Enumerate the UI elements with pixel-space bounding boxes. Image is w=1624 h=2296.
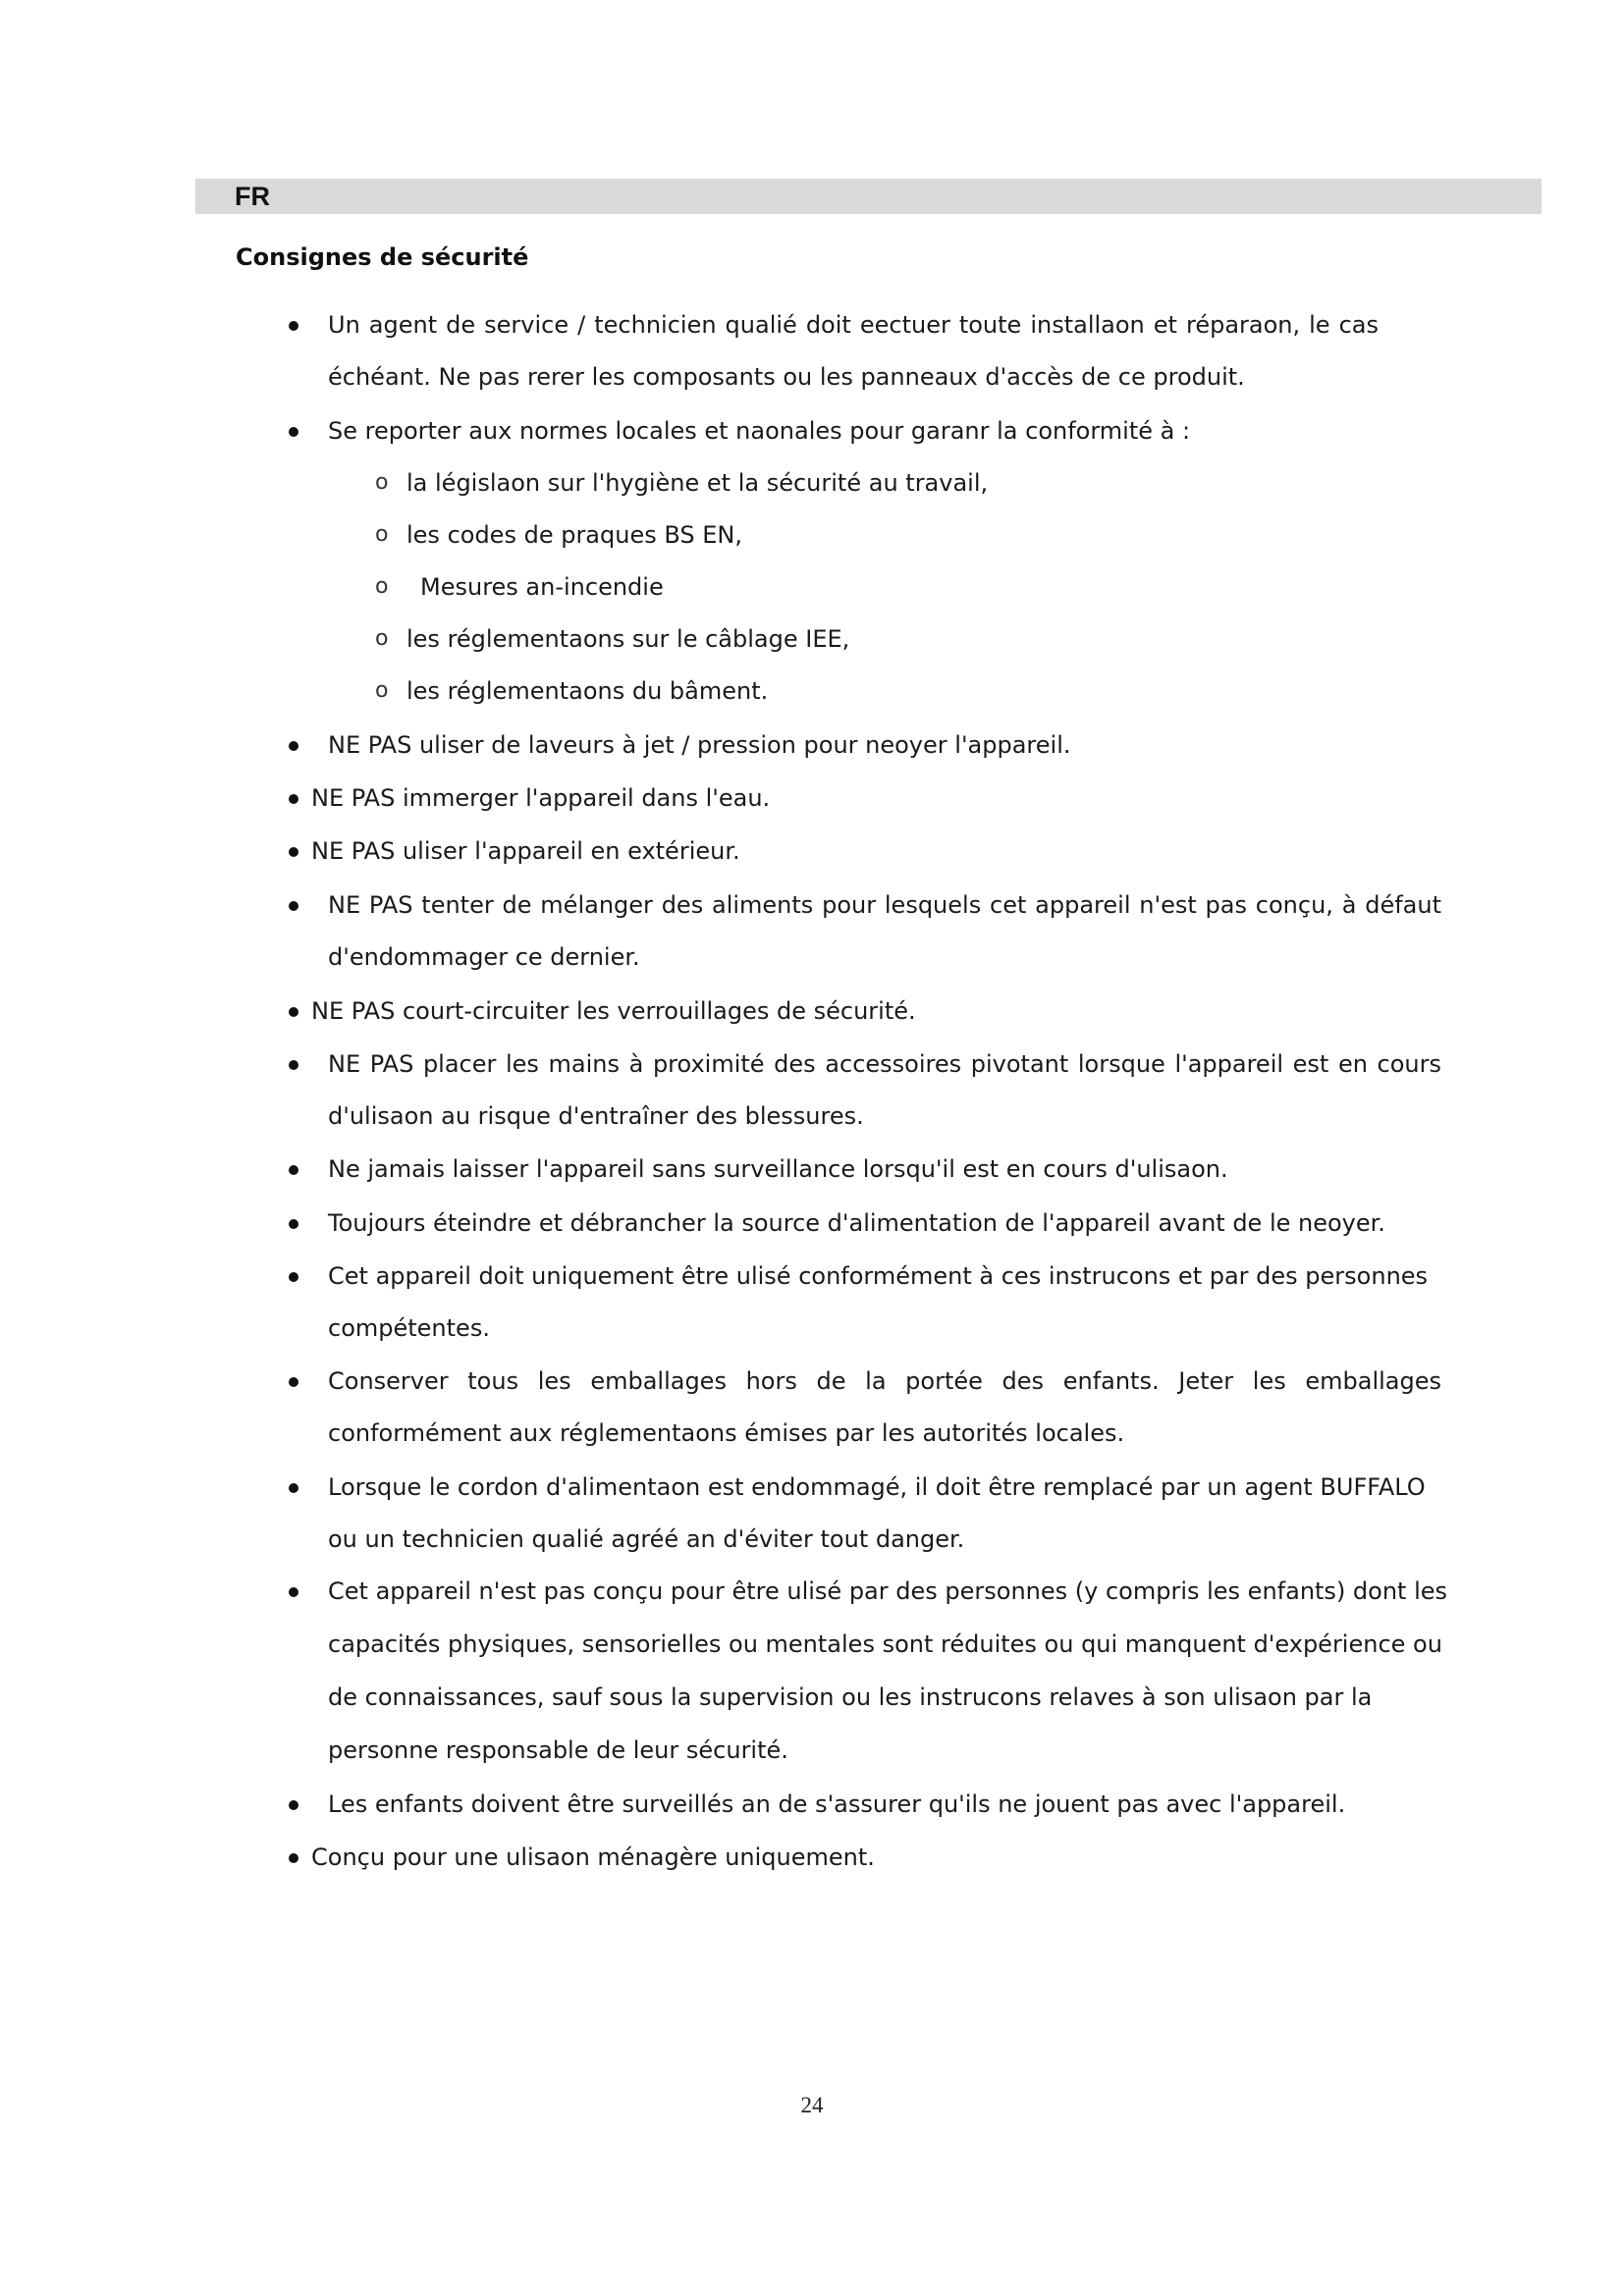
- line-text: les réglementaons sur le câblage IEE,: [406, 625, 850, 653]
- line-text: NE PAS placer les mains à proximité des accessoires pivotant lorsque l'appareil est en cours: [328, 1050, 1441, 1078]
- line-text: de connaissances, sauf sous la supervision ou les instrucons relaves à son ulisaon par la: [328, 1683, 1373, 1711]
- bullet-icon: [289, 1377, 298, 1387]
- line-text: Conçu pour une ulisaon ménagère uniquement.: [311, 1843, 875, 1871]
- bullet-icon: [289, 1272, 298, 1282]
- sub-bullet-icon: o: [375, 626, 389, 651]
- bullet-icon: [289, 1165, 298, 1175]
- bullet-icon: [289, 1800, 298, 1810]
- section-title: Consignes de sécurité: [236, 243, 529, 271]
- sub-bullet-icon: o: [375, 522, 389, 547]
- line-text: Lorsque le cordon d'alimentaon est endommagé, il doit être remplacé par un agent BUFFALO: [328, 1473, 1426, 1501]
- line-text: NE PAS tenter de mélanger des aliments pour lesquels cet appareil n'est pas conçu, à défaut: [328, 891, 1441, 919]
- bullet-icon: [289, 1219, 298, 1229]
- line-text: NE PAS uliser de laveurs à jet / pression pour neoyer l'appareil.: [328, 731, 1071, 759]
- line-text: NE PAS uliser l'appareil en extérieur.: [311, 837, 740, 865]
- bullet-icon: [289, 321, 298, 331]
- line-text: compétentes.: [328, 1314, 490, 1342]
- line-text: d'endommager ce dernier.: [328, 943, 640, 971]
- line-text: Cet appareil n'est pas conçu pour être ulisé par des personnes (y compris les enfants) dont les: [328, 1577, 1448, 1605]
- bullet-icon: [289, 1007, 298, 1017]
- line-text: Les enfants doivent être surveillés an de s'assurer qu'ils ne jouent pas avec l'appareil.: [328, 1790, 1346, 1818]
- line-text: Se reporter aux normes locales et naonales pour garanr la conformité à :: [328, 417, 1191, 445]
- sub-bullet-icon: o: [375, 574, 389, 599]
- line-text: échéant. Ne pas rerer les composants ou les panneaux d'accès de ce produit.: [328, 363, 1245, 391]
- line-text: Ne jamais laisser l'appareil sans surveillance lorsqu'il est en cours d'ulisaon.: [328, 1155, 1228, 1183]
- bullet-icon: [289, 901, 298, 911]
- bullet-icon: [289, 1853, 298, 1863]
- bullet-icon: [289, 1483, 298, 1493]
- page-number: 24: [800, 2093, 824, 2117]
- line-text: personne responsable de leur sécurité.: [328, 1736, 788, 1764]
- language-header-bar: [195, 179, 1542, 214]
- line-text: Toujours éteindre et débrancher la source d'alimentation de l'appareil avant de le neoyer.: [328, 1209, 1385, 1237]
- sub-bullet-icon: o: [375, 678, 389, 703]
- bullet-icon: [289, 794, 298, 804]
- bullet-icon: [289, 1060, 298, 1070]
- line-text: les réglementaons du bâment.: [406, 677, 769, 705]
- line-text: NE PAS immerger l'appareil dans l'eau.: [311, 784, 771, 812]
- line-text: capacités physiques, sensorielles ou mentales sont réduites ou qui manquent d'expérience ou: [328, 1630, 1442, 1658]
- line-text: ou un technicien qualié agréé an d'éviter tout danger.: [328, 1525, 965, 1553]
- line-text: Conserver tous les emballages hors de la portée des enfants. Jeter les emballages: [328, 1367, 1441, 1395]
- line-text: NE PAS court-circuiter les verrouillages de sécurité.: [311, 997, 916, 1025]
- line-text: d'ulisaon au risque d'entraîner des blessures.: [328, 1102, 864, 1130]
- bullet-icon: [289, 1587, 298, 1597]
- language-code: FR: [235, 182, 270, 211]
- line-text: Cet appareil doit uniquement être ulisé conformément à ces instrucons et par des personnes: [328, 1262, 1429, 1290]
- line-text: conformément aux réglementaons émises par les autorités locales.: [328, 1419, 1125, 1447]
- line-text: les codes de praques BS EN,: [406, 521, 743, 549]
- line-text: la législaon sur l'hygiène et la sécurité au travail,: [406, 469, 989, 497]
- bullet-icon: [289, 847, 298, 857]
- bullet-icon: [289, 741, 298, 751]
- bullet-icon: [289, 427, 298, 437]
- line-text: Mesures an-incendie: [420, 573, 664, 601]
- line-text: Un agent de service / technicien qualié doit eectuer toute installaon et réparaon, le cas: [328, 311, 1379, 339]
- sub-bullet-icon: o: [375, 470, 389, 495]
